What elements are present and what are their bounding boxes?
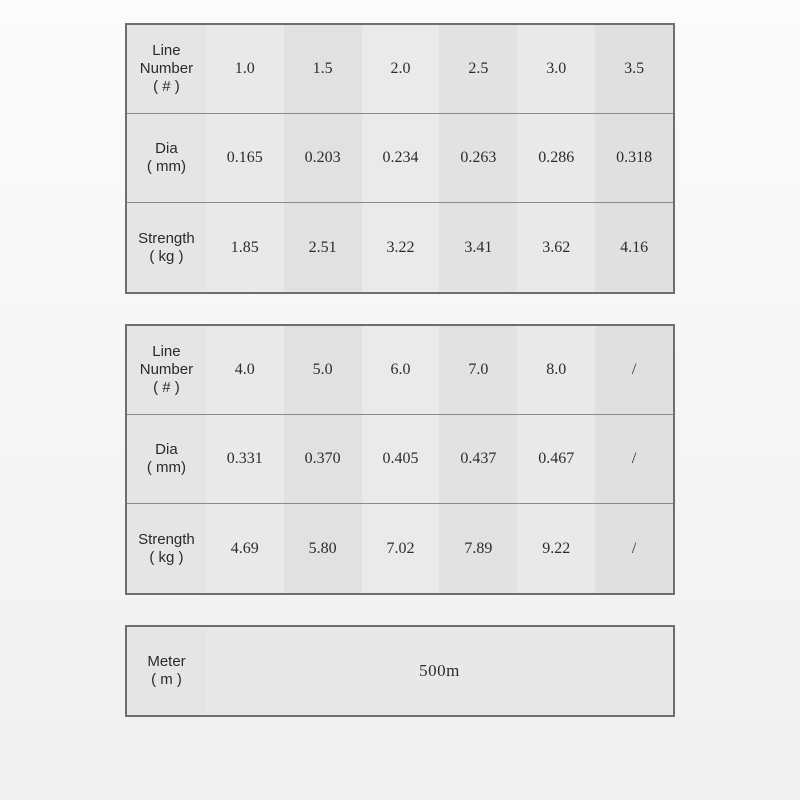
table-cell: / xyxy=(595,326,673,414)
row-header: Dia ( mm) xyxy=(127,415,206,503)
table-row-meter xyxy=(127,627,673,715)
table-row-strength xyxy=(127,504,673,593)
table-cell: 7.89 xyxy=(439,504,517,593)
table-row-line-number xyxy=(127,25,673,114)
table-cell: 5.0 xyxy=(284,326,362,414)
table-cell: 0.405 xyxy=(362,415,440,503)
table-cell: 0.286 xyxy=(517,114,595,202)
table-cell: 0.318 xyxy=(595,114,673,202)
table-cell: 2.51 xyxy=(284,203,362,292)
row-header: Dia ( mm) xyxy=(127,114,206,202)
table-cell: 0.263 xyxy=(439,114,517,202)
table-cell: 5.80 xyxy=(284,504,362,593)
row-header: Line Number ( # ) xyxy=(127,25,206,113)
table-row-dia xyxy=(127,415,673,504)
table-cell: 0.467 xyxy=(517,415,595,503)
table-cell: 3.5 xyxy=(595,25,673,113)
table-cell: 0.234 xyxy=(362,114,440,202)
table-cell: 3.0 xyxy=(517,25,595,113)
table-cell: 4.0 xyxy=(206,326,284,414)
table-cell: 3.22 xyxy=(362,203,440,292)
spec-table-meter xyxy=(125,625,675,717)
row-header: Meter ( m ) xyxy=(127,627,206,715)
spec-table-2 xyxy=(125,324,675,595)
table-cell: 1.0 xyxy=(206,25,284,113)
table-cell: 6.0 xyxy=(362,326,440,414)
table-cell: 1.5 xyxy=(284,25,362,113)
table-cell: / xyxy=(595,415,673,503)
table-cell: 7.0 xyxy=(439,326,517,414)
table-cell: 0.203 xyxy=(284,114,362,202)
spec-table-1 xyxy=(125,23,675,294)
table-cell: 0.165 xyxy=(206,114,284,202)
table-cell: 0.331 xyxy=(206,415,284,503)
table-cell: 2.0 xyxy=(362,25,440,113)
table-cell: 4.16 xyxy=(595,203,673,292)
table-cell: 0.437 xyxy=(439,415,517,503)
table-cell: 3.62 xyxy=(517,203,595,292)
table-cell: 9.22 xyxy=(517,504,595,593)
table-cell: 1.85 xyxy=(206,203,284,292)
row-header: Strength ( kg ) xyxy=(127,203,206,292)
table-cell: 7.02 xyxy=(362,504,440,593)
table-row-line-number xyxy=(127,326,673,415)
table-cell: 2.5 xyxy=(439,25,517,113)
table-cell: 8.0 xyxy=(517,326,595,414)
table-cell-meter-value: 500m xyxy=(206,627,673,715)
table-cell: / xyxy=(595,504,673,593)
table-cell: 0.370 xyxy=(284,415,362,503)
table-cell: 3.41 xyxy=(439,203,517,292)
table-cell: 4.69 xyxy=(206,504,284,593)
row-header: Line Number ( # ) xyxy=(127,326,206,414)
table-row-dia xyxy=(127,114,673,203)
table-row-strength xyxy=(127,203,673,292)
row-header: Strength ( kg ) xyxy=(127,504,206,593)
